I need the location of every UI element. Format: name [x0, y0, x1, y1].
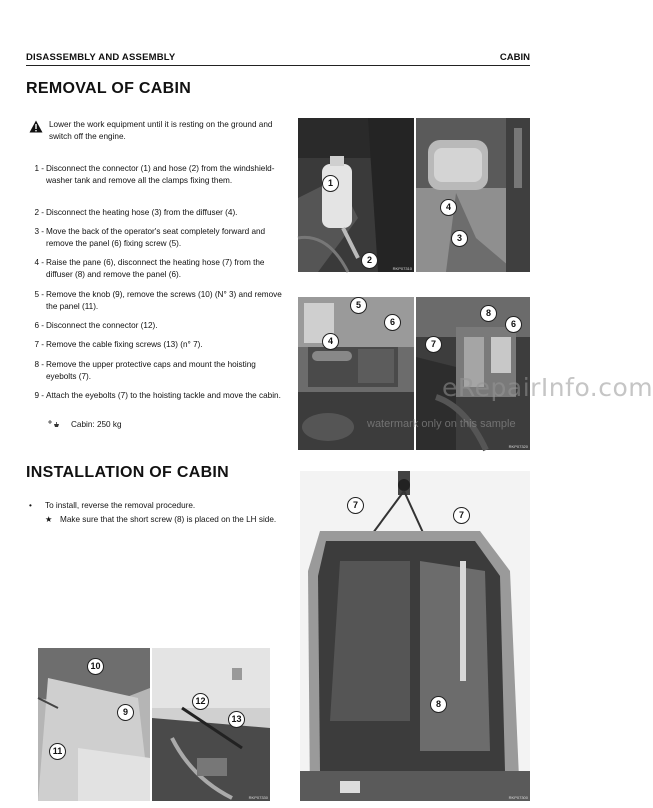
step-6 — [26, 320, 286, 332]
photo-hoisted-cabin — [300, 471, 530, 801]
step-2 — [26, 207, 286, 219]
installation-bullet: To install, reverse the removal procedure. — [45, 501, 196, 510]
callout-8: 8 — [430, 696, 447, 713]
header-divider — [26, 65, 530, 66]
watermark-note: watermark only on this sample — [367, 418, 516, 430]
installation-note: Make sure that the short screw (8) is placed on the LH side. — [60, 515, 277, 524]
cabin-weight: Cabin: 250 kg — [71, 420, 122, 429]
callout-11: 11 — [49, 743, 66, 760]
removal-title: REMOVAL OF CABIN — [26, 80, 192, 97]
step-number: 3 - — [34, 227, 44, 236]
figure-code: RKP07300 — [508, 795, 528, 800]
step-text: Disconnect the connector (1) and hose (2) from the windshield-washer tank and remove all the clamps fixing them. — [46, 164, 275, 185]
step-number: 9 - — [34, 391, 44, 400]
callout-7: 7 — [425, 336, 442, 353]
callout-7: 7 — [453, 507, 470, 524]
step-text: Remove the knob (9), remove the screws (10) (N° 3) and remove the panel (11). — [46, 290, 282, 311]
step-4 — [26, 257, 286, 280]
figure-code: RKP07330 — [248, 795, 268, 800]
step-7 — [26, 339, 286, 351]
step-number: 8 - — [34, 360, 44, 369]
warning-text: Lower the work equipment until it is resting on the ground and switch off the engine. — [49, 120, 273, 141]
star-icon: ★ — [45, 515, 53, 524]
callout-9: 9 — [117, 704, 134, 721]
step-text: Move the back of the operator's seat completely forward and remove the panel (6) fixing screw (5). — [46, 227, 266, 248]
bullet-icon: • — [29, 501, 32, 510]
step-3 — [26, 226, 286, 249]
step-number: 7 - — [34, 340, 44, 349]
callout-10: 10 — [87, 658, 104, 675]
photo-diffuser — [416, 118, 530, 272]
callout-6: 6 — [505, 316, 522, 333]
watermark-brand: eRepairInfo.com — [442, 373, 653, 402]
chapter-header: CABIN — [499, 52, 530, 63]
step-number: 5 - — [34, 290, 44, 299]
photo-washer-tank — [298, 118, 414, 272]
figure-code: RKP07320 — [508, 444, 528, 449]
warning-icon — [29, 120, 43, 133]
callout-5: 5 — [350, 297, 367, 314]
step-1 — [26, 163, 286, 186]
callout-6: 6 — [384, 314, 401, 331]
callout-13: 13 — [228, 711, 245, 728]
callout-7: 7 — [347, 497, 364, 514]
weight-icon — [47, 419, 65, 429]
step-text: Attach the eyebolts (7) to the hoisting tackle and move the cabin. — [46, 391, 281, 400]
callout-3: 3 — [451, 230, 468, 247]
step-number: 6 - — [34, 321, 44, 330]
installation-title: INSTALLATION OF CABIN — [26, 464, 230, 481]
callout-2: 2 — [361, 252, 378, 269]
step-text: Disconnect the heating hose (3) from the diffuser (4). — [46, 208, 238, 217]
step-text: Raise the pane (6), disconnect the heating hose (7) from the diffuser (8) and remove the panel (6). — [46, 258, 265, 279]
callout-4: 4 — [440, 199, 457, 216]
callout-4: 4 — [322, 333, 339, 350]
callout-1: 1 — [322, 175, 339, 192]
step-8 — [26, 359, 286, 382]
callout-8: 8 — [480, 305, 497, 322]
step-5 — [26, 289, 286, 312]
step-text: Remove the cable fixing screws (13) (n° 7). — [46, 340, 203, 349]
step-number: 4 - — [34, 258, 44, 267]
step-number: 1 - — [34, 164, 44, 173]
callout-12: 12 — [192, 693, 209, 710]
figure-code: RKP07310 — [392, 266, 412, 271]
step-number: 2 - — [34, 208, 44, 217]
step-text: Disconnect the connector (12). — [46, 321, 158, 330]
step-9 — [26, 390, 286, 402]
photo-connector — [152, 648, 270, 801]
section-header: DISASSEMBLY AND ASSEMBLY — [26, 52, 176, 63]
step-text: Remove the upper protective caps and mount the hoisting eyebolts (7). — [46, 360, 256, 381]
